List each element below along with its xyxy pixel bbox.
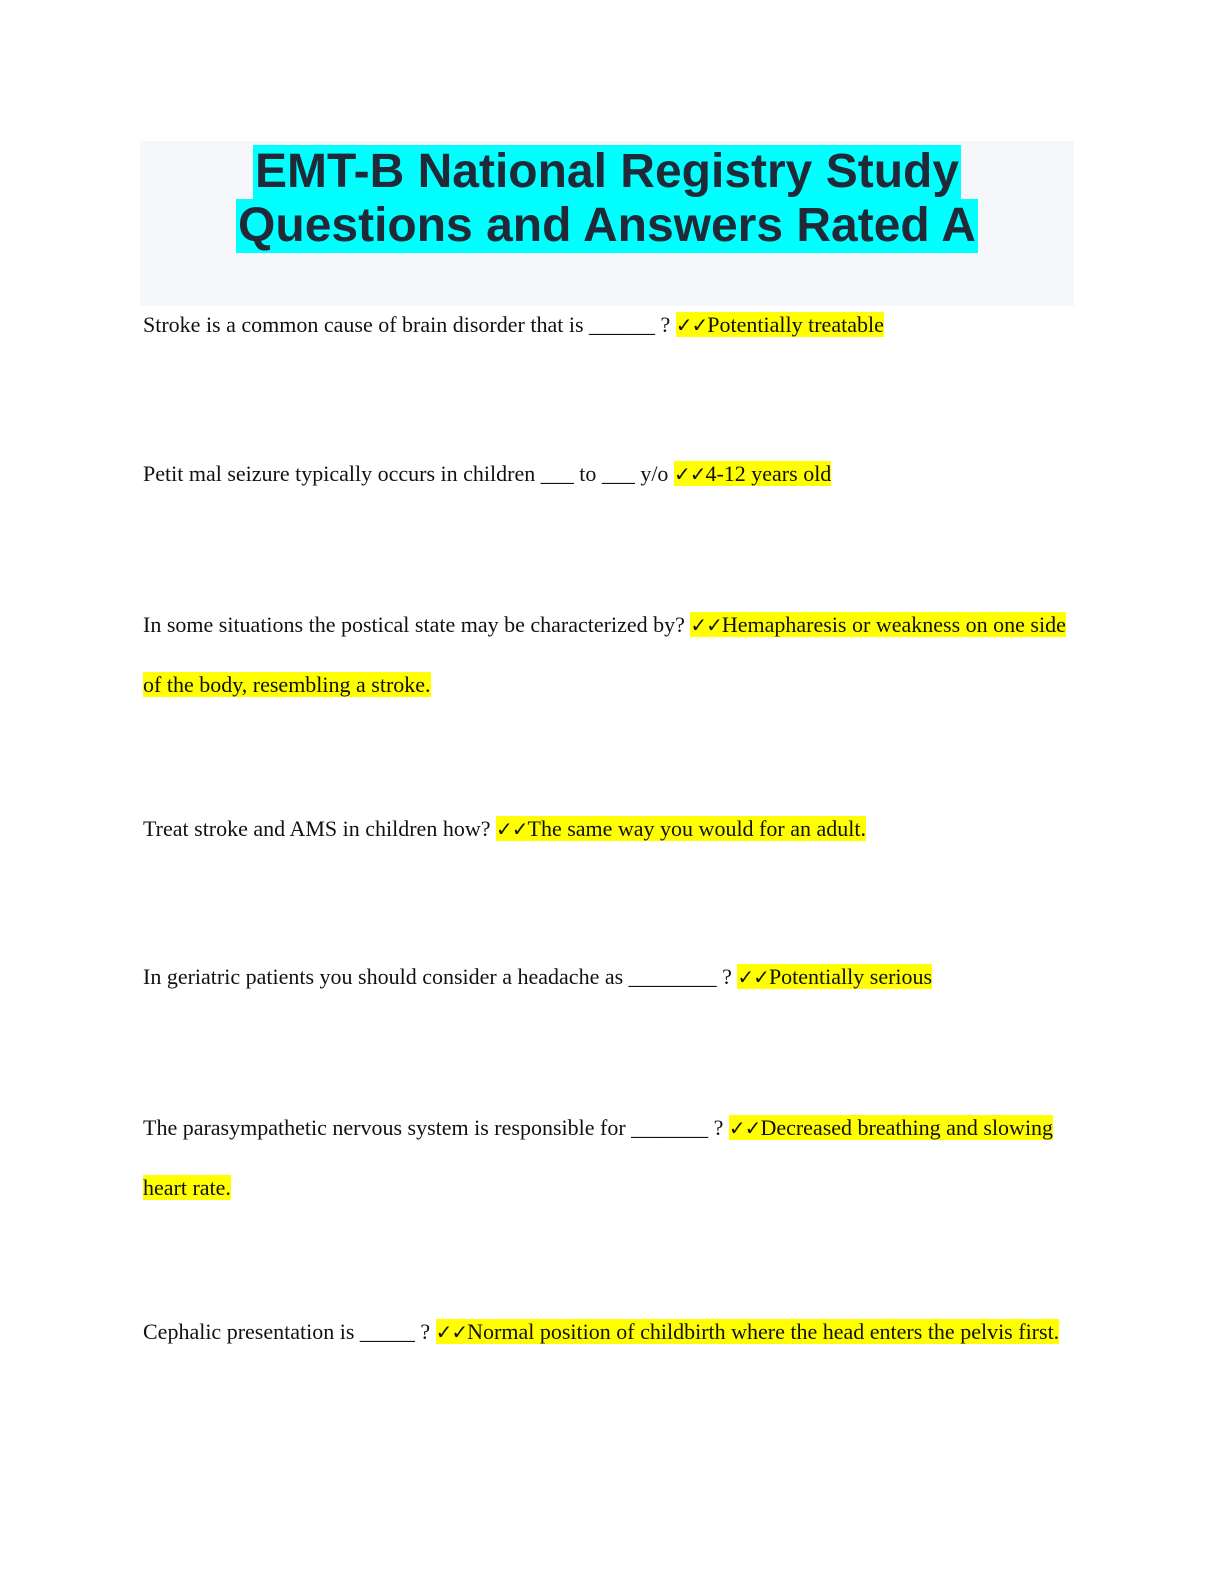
question-text: Treat stroke and AMS in children how? <box>143 816 496 841</box>
answer-highlight <box>737 964 932 989</box>
answer-highlight <box>676 312 884 337</box>
answer-highlight <box>674 461 831 486</box>
answer-text: The same way you would for an adult. <box>527 816 866 841</box>
answer-text: Hemapharesis or weakness on one side of the body, resembling a stroke. <box>143 612 1066 697</box>
check-mark-icon: ✓✓ <box>690 613 722 637</box>
answer-text: 4-12 years old <box>705 461 832 486</box>
answer-highlight <box>436 1319 1060 1344</box>
title-line-2: Questions and Answers Rated A <box>238 199 976 252</box>
qa-item-2 <box>143 444 1073 504</box>
check-mark-icon: ✓✓ <box>435 1320 468 1344</box>
question-text: In geriatric patients you should consider a headache as ________ ? <box>143 964 738 989</box>
answer-highlight <box>496 816 866 841</box>
check-mark-icon: ✓✓ <box>728 1116 761 1140</box>
check-mark-icon: ✓✓ <box>495 817 528 841</box>
document-title <box>140 141 1074 253</box>
qa-item-3 <box>143 595 1073 714</box>
question-text: In some situations the postical state may be characterized by? <box>143 612 691 637</box>
check-mark-icon: ✓✓ <box>675 313 708 337</box>
question-text: The parasympathetic nervous system is responsible for _______ ? <box>143 1115 729 1140</box>
answer-text: Potentially treatable <box>707 312 884 337</box>
qa-item-6 <box>143 1098 1073 1217</box>
answer-text: Decreased breathing and slowing heart rate. <box>143 1115 1054 1200</box>
qa-item-4 <box>143 799 1073 859</box>
check-mark-icon: ✓✓ <box>737 965 769 989</box>
answer-text: Normal position of childbirth where the head enters the pelvis first. <box>467 1319 1060 1344</box>
check-mark-icon: ✓✓ <box>673 462 706 486</box>
answer-text: Potentially serious <box>768 964 933 989</box>
question-text: Cephalic presentation is _____ ? <box>143 1319 436 1344</box>
title-band <box>140 141 1074 306</box>
question-text: Stroke is a common cause of brain disorder that is ______ ? <box>143 312 676 337</box>
question-text: Petit mal seizure typically occurs in children ___ to ___ y/o <box>143 461 674 486</box>
title-line-1: EMT-B National Registry Study <box>254 145 960 198</box>
qa-item-5 <box>143 947 1073 1007</box>
qa-item-1 <box>143 295 1073 355</box>
qa-item-7 <box>143 1302 1073 1362</box>
